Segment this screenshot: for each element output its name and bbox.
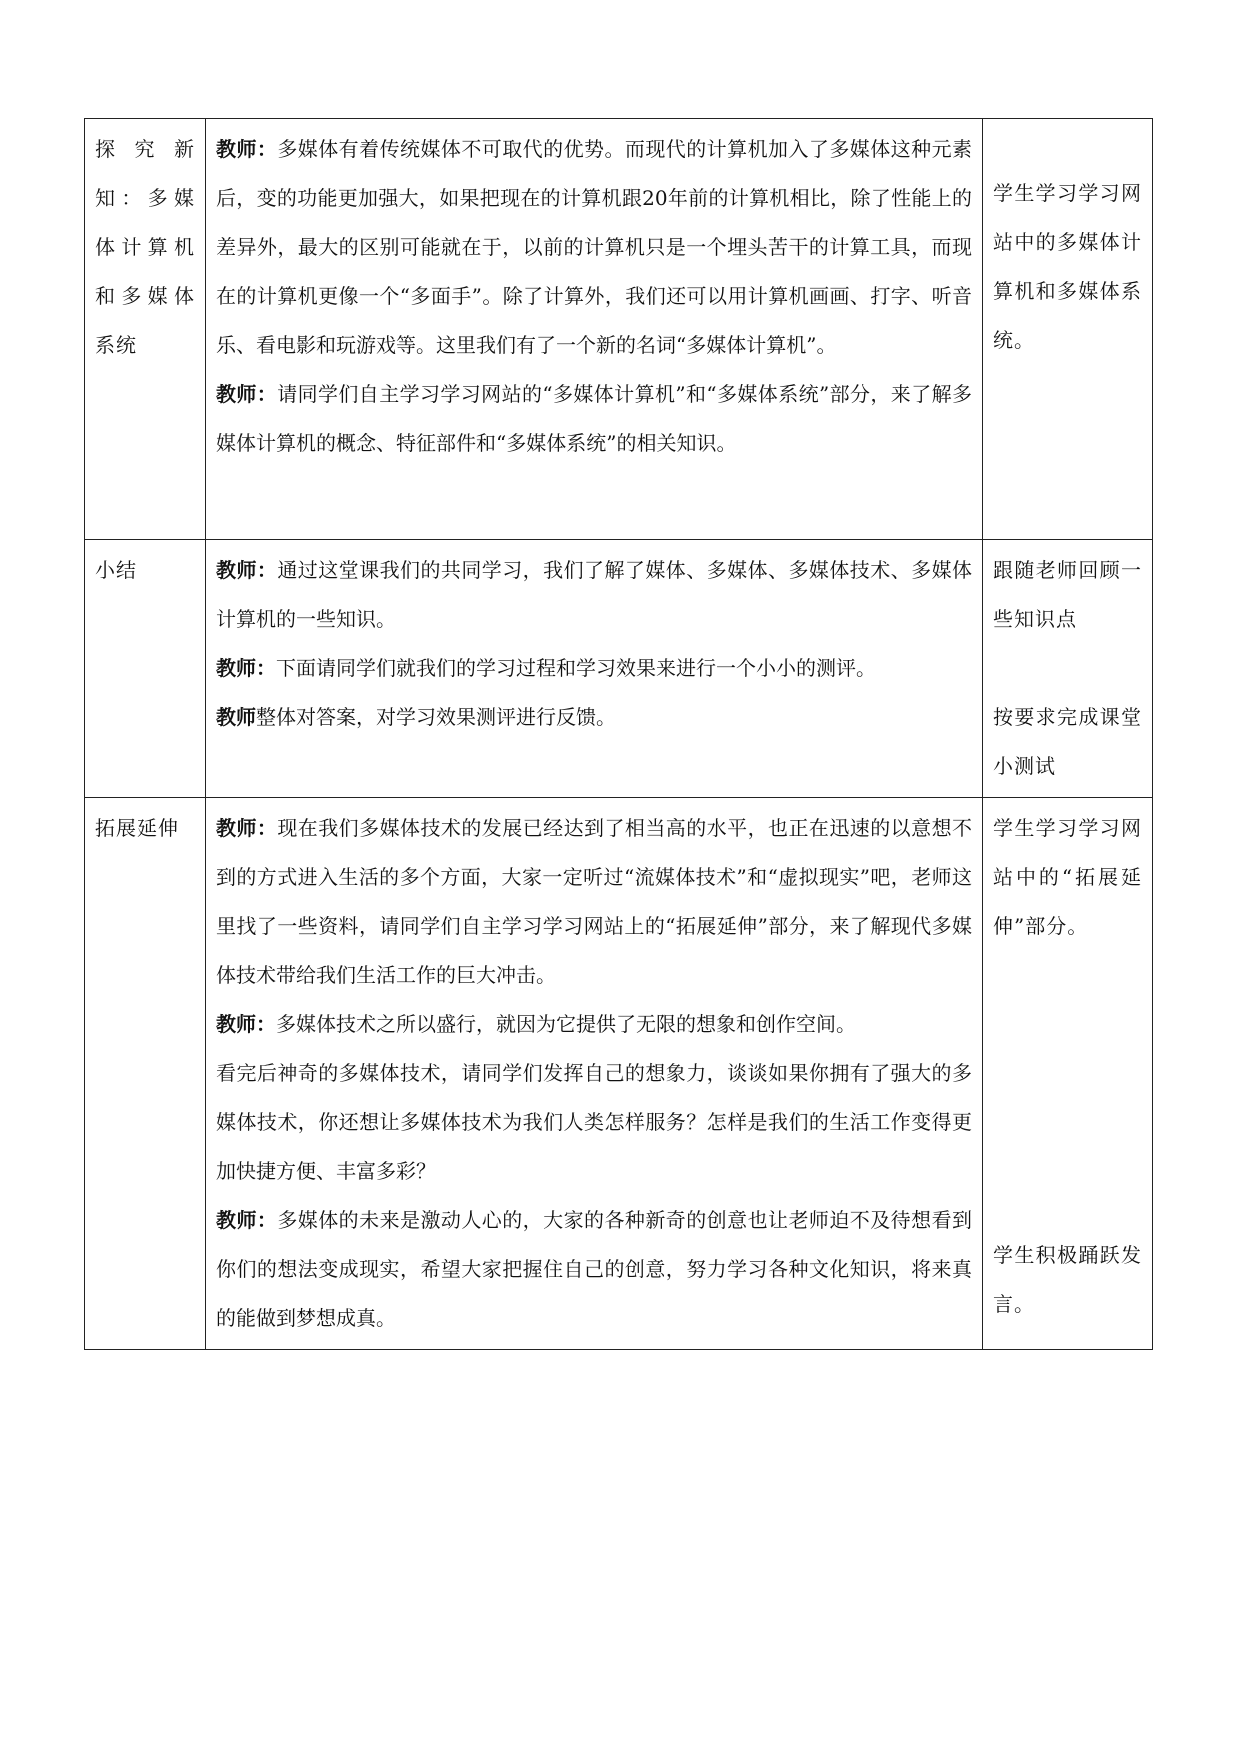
student-activity: 学生学习学习网站中的“拓展延伸”部分。 [993,816,1142,938]
teacher-paragraph [216,804,972,1000]
teacher-paragraph [216,546,972,644]
speaker-label: 教师： [216,137,278,161]
student-cell [983,798,1153,1350]
speaker-label: 教师： [216,1012,276,1036]
table-row [85,540,1153,798]
student-activity: 学生学习学习网站中的多媒体计算机和多媒体系统。 [993,181,1142,352]
teacher-cell [206,540,983,798]
speaker-label: 教师： [216,816,278,840]
student-cell [983,540,1153,798]
teacher-cell [206,119,983,540]
stage-label: 探究新知：多媒体计算机和多媒体系统 [95,137,195,357]
student-cell [983,119,1153,540]
paragraph-text: 下面请同学们就我们的学习过程和学习效果来进行一个小小的测评。 [276,656,876,680]
teacher-cell [206,798,983,1350]
teacher-paragraph [216,1049,972,1196]
stage-cell [85,798,206,1350]
lesson-plan-table [84,118,1153,1350]
paragraph-text: 多媒体的未来是激动人心的，大家的各种新奇的创意也让老师迫不及待想看到你们的想法变成现实，希望大家把握住自己的创意，努力学习各种文化知识，将来真的能做到梦想成真。 [216,1208,973,1330]
speaker-label: 教师： [216,656,276,680]
teacher-paragraph [216,693,972,742]
speaker-label: 教师： [216,1208,278,1232]
paragraph-text: 现在我们多媒体技术的发展已经达到了相当高的水平，也正在迅速的以意想不到的方式进入生活的多个方面，大家一定听过“流媒体技术”和“虚拟现实”吧，老师这里找了一些资料，请同学们自主学习学习网站上的“拓展延伸”部分，来了解现代多媒体技术带给我们生活工作的巨大冲击。 [216,816,973,987]
paragraph-text: 多媒体技术之所以盛行，就因为它提供了无限的想象和创作空间。 [276,1012,856,1036]
speaker-label: 教师 [216,705,256,729]
student-activity: 按要求完成课堂小测试 [993,705,1142,778]
teacher-paragraph [216,1196,972,1343]
stage-label: 拓展延伸 [95,816,179,840]
paragraph-text: 多媒体有着传统媒体不可取代的优势。而现代的计算机加入了多媒体这种元素后，变的功能更加强大，如果把现在的计算机跟20年前的计算机相比，除了性能上的差异外，最大的区别可能就在于，以前的计算机只是一个埋头苦干的计算工具，而现在的计算机更像一个“多面手”。除了计算外，我们还可以用计算机画画、打字、听音乐、看电影和玩游戏等。这里我们有了一个新的名词“多媒体计算机”。 [216,137,973,357]
table-row [85,119,1153,540]
table-row [85,798,1153,1350]
teacher-paragraph [216,644,972,693]
speaker-label: 教师： [216,382,278,406]
paragraph-text: 通过这堂课我们的共同学习，我们了解了媒体、多媒体、多媒体技术、多媒体计算机的一些知识。 [216,558,973,631]
student-activity: 跟随老师回顾一些知识点 [993,558,1142,631]
paragraph-text: 看完后神奇的多媒体技术，请同学们发挥自己的想象力，谈谈如果你拥有了强大的多媒体技术，你还想让多媒体技术为我们人类怎样服务？怎样是我们的生活工作变得更加快捷方便、丰富多彩？ [216,1061,972,1183]
paragraph-text: 请同学们自主学习学习网站的“多媒体计算机”和“多媒体系统”部分，来了解多媒体计算机的概念、特征部件和“多媒体系统”的相关知识。 [216,382,973,455]
stage-label: 小结 [95,558,137,582]
speaker-label: 教师： [216,558,278,582]
teacher-paragraph [216,370,972,468]
student-activity: 学生积极踊跃发言。 [993,1243,1142,1316]
stage-cell [85,540,206,798]
teacher-paragraph [216,1000,972,1049]
paragraph-text: 整体对答案，对学习效果测评进行反馈。 [256,705,616,729]
stage-cell [85,119,206,540]
teacher-paragraph [216,125,972,370]
